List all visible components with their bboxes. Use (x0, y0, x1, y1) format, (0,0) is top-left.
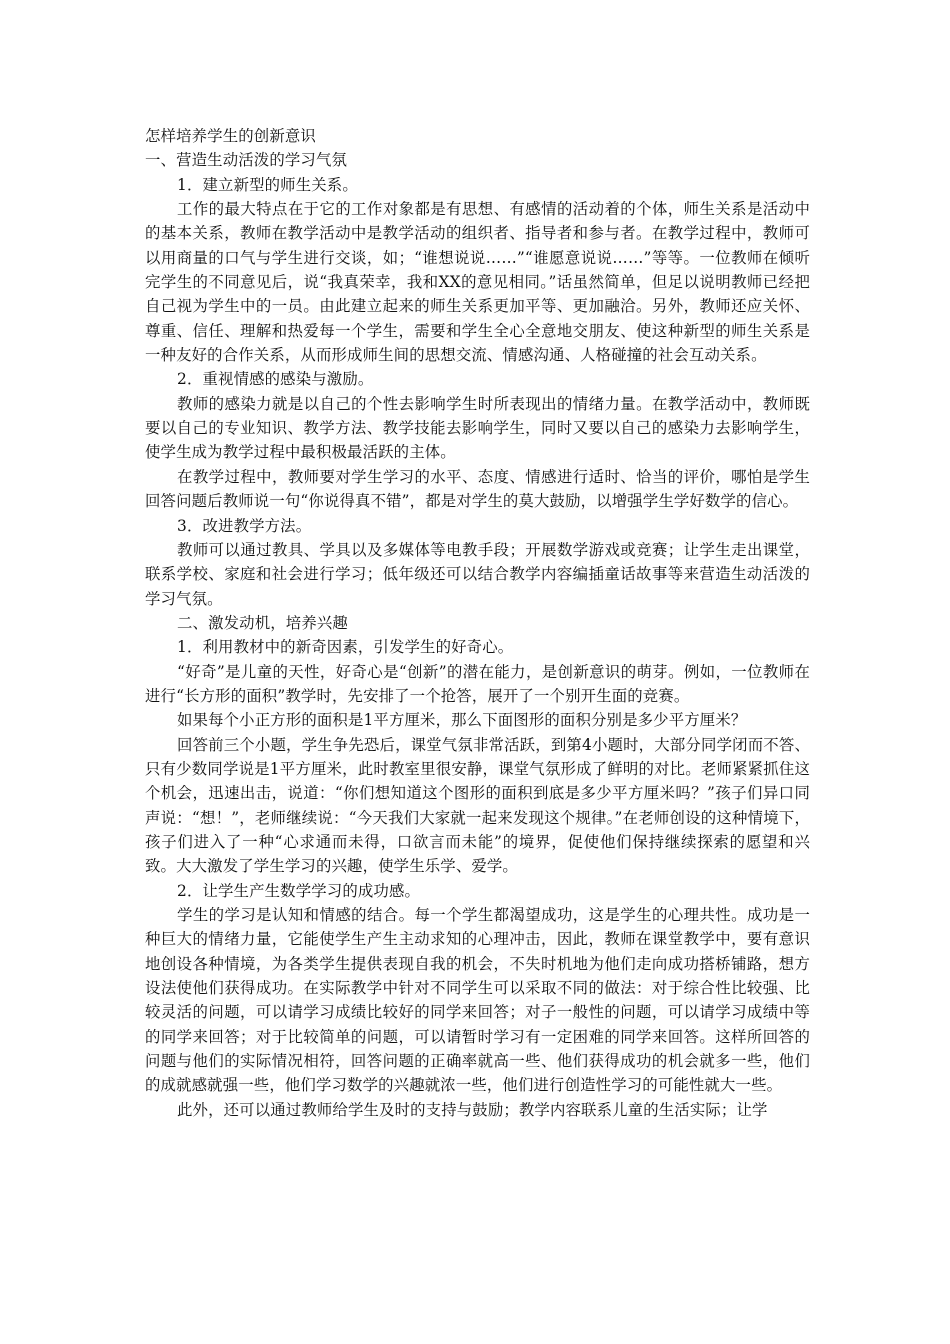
paragraph: 二、激发动机，培养兴趣 (177, 613, 348, 632)
paragraph: 1．建立新型的师生关系。 (177, 175, 358, 194)
paragraph-list (145, 148, 810, 1122)
paragraph: 此外，还可以通过教师给学生及时的支持与鼓励；教学内容联系儿童的生活实际；让学 (177, 1100, 768, 1119)
paragraph: “好奇”是儿童的天性，好奇心是“创新”的潜在能力，是创新意识的萌芽。例如，一位教师在进行“长方形的面积”教学时，先安排了一个抢答，展开了一个别开生面的竞赛。 (145, 662, 810, 705)
paragraph: 教师的感染力就是以自己的个性去影响学生时所表现出的情绪力量。在教学活动中，教师既要以自己的专业知识、教学方法、教学技能去影响学生，同时又要以自己的感染力去影响学生，使学生成为教学过程中最积极最活跃的主体。 (145, 394, 810, 462)
paragraph: 在教学过程中，教师要对学生学习的水平、态度、情感进行适时、恰当的评价，哪怕是学生回答问题后教师说一句“你说得真不错”，都是对学生的莫大鼓励，以增强学生学好数学的信心。 (145, 467, 810, 511)
paragraph: 如果每个小正方形的面积是1平方厘米，那么下面图形的面积分别是多少平方厘米？ (177, 711, 747, 730)
paragraph: 3．改进教学方法。 (177, 516, 312, 535)
paragraph: 工作的最大特点在于它的工作对象都是有思想、有感情的活动着的个体，师生关系是活动中的基本关系，教师在教学活动中是教学活动的组织者、指导者和参与者。在教学过程中，教师可以用商量的口气与学生进行交谈，如；“谁想说说……”“谁愿意说说……”等等。一位教师在倾听完学生的不同意见后，说“我真荣幸，我和XX的意见相同。”话虽然简单，但足以说明教师已经把自己视为学生中的一员。由此建立起来的师生关系更加平等、更加融洽。另外，教师还应关怀、尊重、信任、理解和热爱每一个学生，需要和学生全心全意地交朋友、使这种新型的师生关系是一种友好的合作关系，从而形成师生间的思想交流、情感沟通、人格碰撞的社会互动关系。 (145, 200, 810, 365)
paragraph: 教师可以通过教具、学具以及多媒体等电教手段；开展数学游戏或竞赛；让学生走出课堂，联系学校、家庭和社会进行学习；低年级还可以结合教学内容编插童话故事等来营造生动活泼的学习气氛。 (145, 540, 810, 608)
document-title: 怎样培养学生的创新意识 (145, 127, 316, 145)
paragraph: 2．让学生产生数学学习的成功感。 (177, 881, 421, 900)
section-heading: 一、营造生动活泼的学习气氛 (145, 151, 348, 170)
paragraph: 1．利用教材中的新奇因素，引发学生的好奇心。 (177, 638, 514, 657)
document-body (145, 124, 810, 1122)
paragraph: 学生的学习是认知和情感的结合。每一个学生都渴望成功，这是学生的心理共性。成功是一种巨大的情绪力量，它能使学生产生主动求知的心理冲击，因此，教师在课堂教学中，要有意识地创设各种情境，为各类学生提供表现自我的机会，不失时机地为他们走向成功搭桥铺路，想方设法使他们获得成功。在实际教学中针对不同学生可以采取不同的做法：对于综合性比较强、比较灵活的问题，可以请学习成绩比较好的同学来回答；对子一般性的问题，可以请学习成绩中等的同学来回答；对于比较简单的问题，可以请暂时学习有一定困难的同学来回答。这样所回答的问题与他们的实际情况相符，回答问题的正确率就高一些、他们获得成功的机会就多一些，他们的成就感就强一些，他们学习数学的兴趣就浓一些，他们进行创造性学习的可能性就大一些。 (145, 906, 810, 1095)
paragraph: 回答前三个小题，学生争先恐后，课堂气氛非常活跃，到第4小题时，大部分同学闭而不答、只有少数同学说是1平方厘米，此时教室里很安静，课堂气氛形成了鲜明的对比。老师紧紧抓住这个机会，迅速出击，说道：“你们想知道这个图形的面积到底是多少平方厘米吗？”孩子们异口同声说：“想！”，老师继续说：“今天我们大家就一起来发现这个规律。”在老师创设的这种情境下，孩子们进入了一种“心求通而未得，口欲言而未能”的境界，促使他们保持继续探索的愿望和兴致。大大激发了学生学习的兴趣，使学生乐学、爱学。 (145, 735, 810, 876)
paragraph: 2．重视情感的感染与激励。 (177, 370, 374, 389)
